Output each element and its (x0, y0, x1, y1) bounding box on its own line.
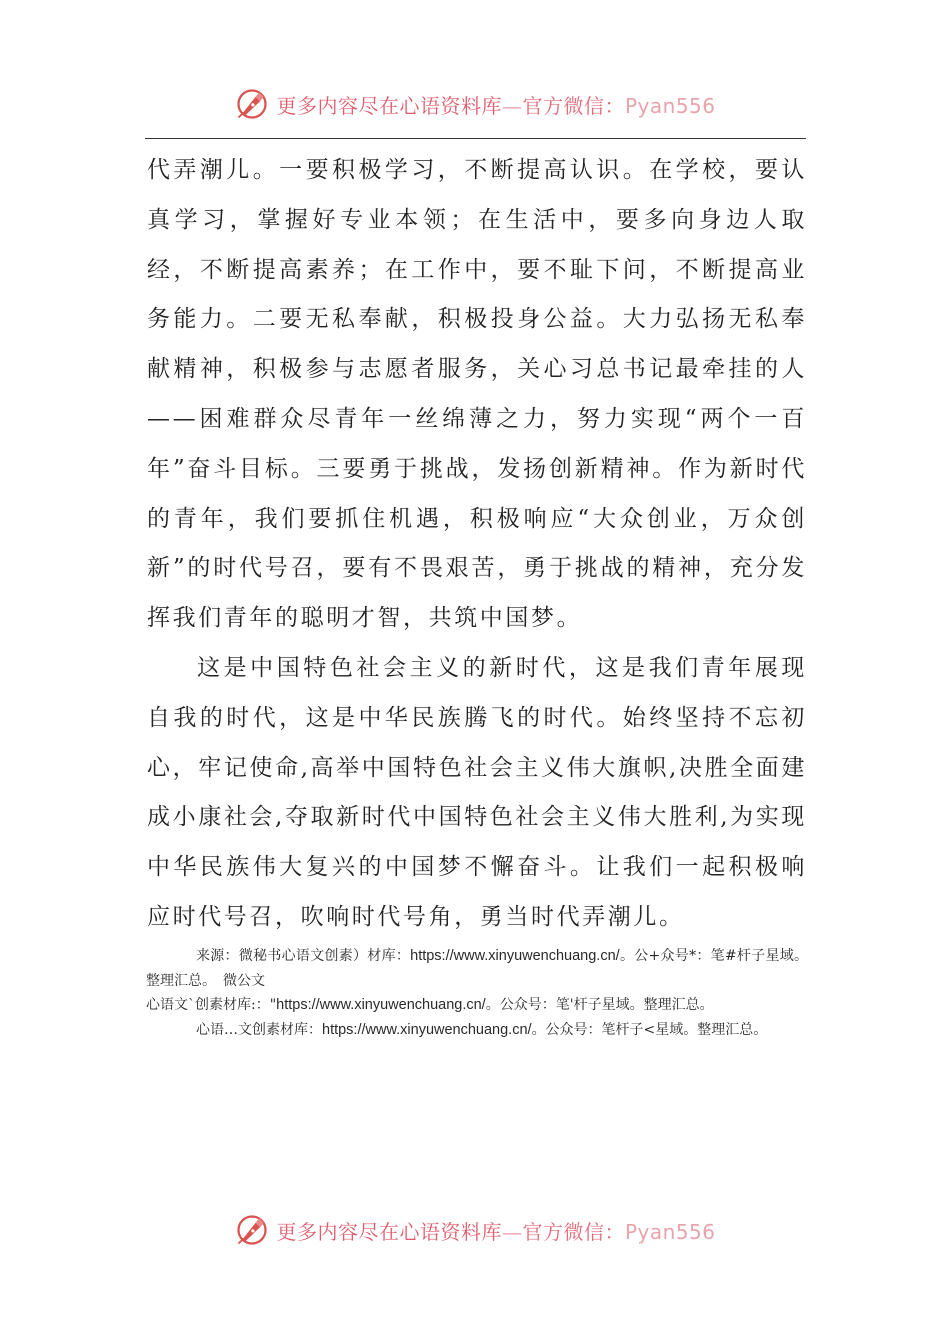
body-paragraph-2: 这是中国特色社会主义的新时代，这是我们青年展现自我的时代，这是中华民族腾飞的时代。始终坚持不忘初心，牢记使命,高举中国特色社会主义伟大旗帜,决胜全面建成小康社会,夺取新时代中国特色社会主义伟大胜利,为实现中华民族伟大复兴的中国梦不懈奋斗。让我们一起积极响应时代号召，吹响时代号角，勇当时代弄潮儿。 (147, 654, 807, 930)
footer-dash: — (501, 1219, 523, 1244)
source-note-2 (146, 993, 808, 1018)
source-notes (146, 944, 808, 1042)
source-note-2-url: https://www.xinyuwenchuang.cn/ (276, 997, 486, 1013)
source-note-3-url: https://www.xinyuwenchuang.cn/ (322, 1021, 532, 1038)
source-note-1 (146, 944, 808, 993)
source-note-3 (146, 1018, 808, 1043)
header-banner (0, 82, 950, 126)
footer-banner-text (276, 1216, 715, 1245)
source-note-2-suffix: 。公众号：笔'杆子星域。整理汇总。 (485, 997, 714, 1013)
footer-wechat-id: Pyan556 (624, 1219, 716, 1244)
header-banner-text (276, 90, 715, 119)
footer-wechat-label: 官方微信： (522, 1219, 625, 1244)
header-wechat-label: 官方微信： (522, 93, 625, 118)
pen-nib-logo-icon (234, 86, 270, 122)
source-note-3-suffix: 。公众号：笔杆子<星域。整理汇总。 (531, 1021, 768, 1038)
header-dash: — (501, 93, 523, 118)
source-note-2-prefix: 心语文`创素材库:：" (146, 997, 277, 1013)
source-note-1-prefix: 来源：微秘书心语文创素）材库： (196, 948, 411, 964)
pen-nib-logo-icon (234, 1212, 270, 1248)
source-note-3-prefix: 心语…文创素材库： (196, 1021, 322, 1038)
header-brand-text: 更多内容尽在心语资料库 (276, 93, 502, 118)
footer-brand-text: 更多内容尽在心语资料库 (276, 1219, 502, 1244)
header-wechat-id: Pyan556 (624, 93, 716, 118)
source-note-1-url: https://www.xinyuwenchuang.cn/ (410, 948, 620, 964)
source-note-1-suffix: 。公+众号*：笔#杆子星域。整理汇总。 微公文 (146, 948, 808, 989)
document-body (147, 146, 807, 943)
header-divider (145, 138, 806, 139)
body-paragraph-1: 代弄潮儿。一要积极学习，不断提高认识。在学校，要认真学习，掌握好专业本领；在生活中，要多向身边人取经，不断提高素养；在工作中，要不耻下问，不断提高业务能力。二要无私奉献，积极投身公益。大力弘扬无私奉献精神，积极参与志愿者服务，关心习总书记最牵挂的人——困难群众尽青年一丝绵薄之力，努力实现“两个一百年”奋斗目标。三要勇于挑战，发扬创新精神。作为新时代的青年，我们要抓住机遇，积极响应“大众创业，万众创新”的时代号召，要有不畏艰苦，勇于挑战的精神，充分发挥我们青年的聪明才智，共筑中国梦。 (147, 157, 807, 632)
footer-banner (0, 1208, 950, 1252)
